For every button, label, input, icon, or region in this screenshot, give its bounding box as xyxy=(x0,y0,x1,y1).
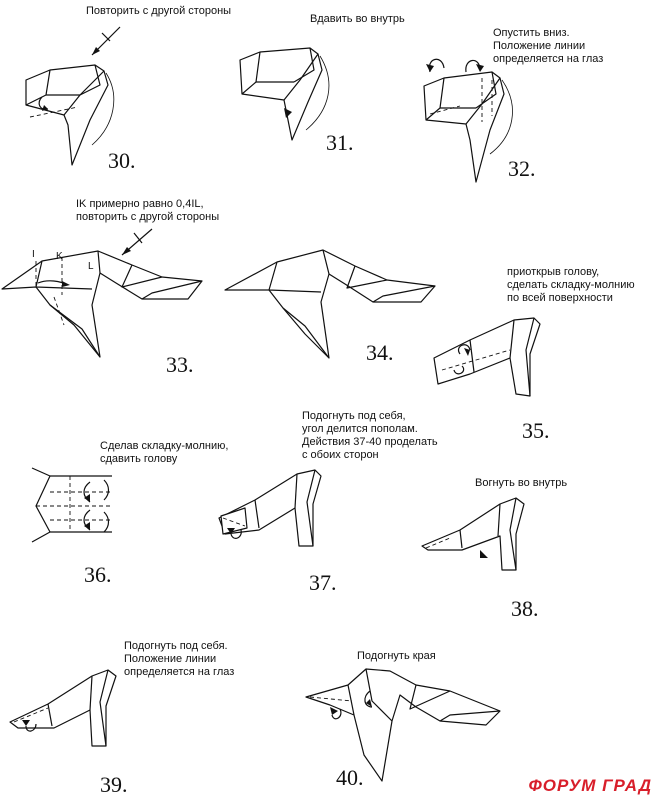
step-38-diagram xyxy=(420,490,530,580)
step-35-number: 35. xyxy=(522,418,550,443)
step-39-number: 39. xyxy=(100,772,128,797)
watermark-word-1: ФОРУМ xyxy=(528,776,597,795)
step-37-diagram xyxy=(215,460,335,560)
watermark-word-2: ГРАД xyxy=(602,776,652,795)
step-35-diagram xyxy=(430,310,550,410)
step-36-diagram xyxy=(30,466,120,546)
step-38-caption: Вогнуть во внутрь xyxy=(475,477,568,489)
step-40-caption: Подогнуть края xyxy=(357,650,436,662)
step-34-diagram xyxy=(225,240,445,360)
step-36-number: 36. xyxy=(84,562,112,587)
step-33-number: 33. xyxy=(166,352,194,377)
step-31-number: 31. xyxy=(326,130,354,155)
step-34-number: 34. xyxy=(366,340,394,365)
step-32-number: 32. xyxy=(508,156,536,181)
step-35-caption: приоткрыв голову, сделать складку-молнию по всей поверхности xyxy=(507,266,635,304)
point-label-i: I xyxy=(32,249,35,260)
point-label-k: K xyxy=(56,251,63,262)
step-30-caption: Повторить с другой стороны xyxy=(86,5,232,17)
step-33-caption: IK примерно равно 0,4IL, повторить с другой стороны xyxy=(76,198,220,223)
step-39-caption: Подогнуть под себя. Положение линии определяется на глаз xyxy=(124,640,235,678)
step-38-number: 38. xyxy=(511,596,539,621)
point-label-l: L xyxy=(88,261,94,272)
step-30-number: 30. xyxy=(108,148,136,173)
step-37-number: 37. xyxy=(309,570,337,595)
step-37-caption: Подогнуть под себя, угол делится пополам. Действия 37-40 проделать с обоих сторон xyxy=(302,410,438,461)
step-30-diagram xyxy=(20,25,140,165)
step-32-caption: Опустить вниз. Положение линии определяется на глаз xyxy=(493,27,604,65)
step-36-caption: Сделав складку-молнию, сдавить голову xyxy=(100,440,229,465)
step-33-diagram xyxy=(2,225,212,365)
step-31-caption: Вдавить во внутрь xyxy=(310,13,405,25)
step-40-number: 40. xyxy=(336,765,364,790)
step-39-diagram xyxy=(8,662,128,752)
step-40-diagram xyxy=(300,665,510,785)
forum-grad-watermark xyxy=(529,776,653,796)
